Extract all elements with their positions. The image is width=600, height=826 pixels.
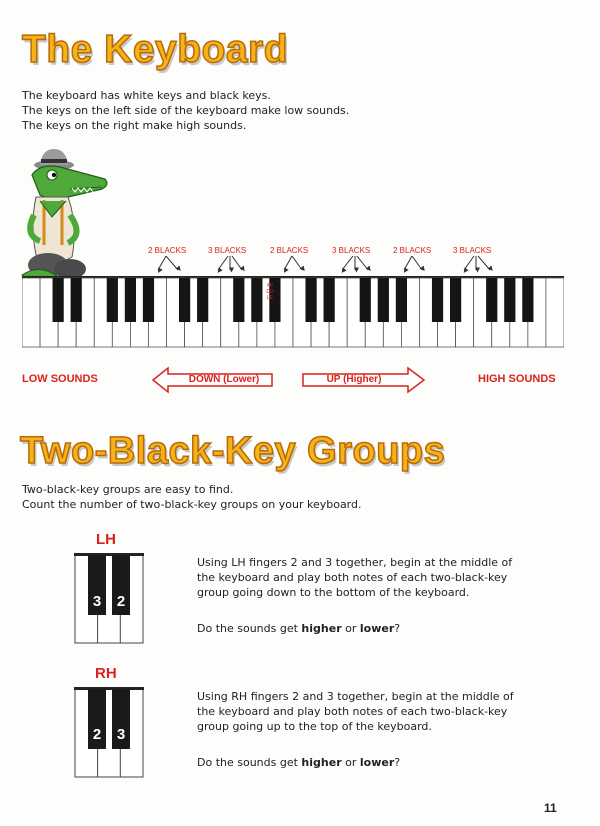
intro-line: Two-black-key groups are easy to find. (22, 483, 234, 496)
finger-number: 2 (92, 726, 102, 743)
down-label: DOWN (Lower) (188, 374, 260, 385)
group-arrows (0, 256, 600, 276)
page-number: 11 (544, 801, 557, 815)
instruction-line: the keyboard and play both notes of each two-black-key (197, 705, 508, 718)
black-key (522, 278, 533, 322)
piano-keyboard (22, 276, 564, 348)
black-key (251, 278, 262, 322)
intro-line: The keys on the left side of the keyboard make low sounds. (22, 104, 350, 117)
high-sounds-label: HIGH SOUNDS (478, 373, 556, 385)
rh-question (197, 755, 400, 770)
question-word-lower: lower (359, 622, 395, 635)
black-key (179, 278, 190, 322)
white-key (22, 278, 40, 347)
black-key (71, 278, 82, 322)
group-label: 2 BLACKS (270, 246, 309, 255)
question-word-higher: higher (301, 756, 342, 769)
lh-question (197, 621, 400, 636)
group-label: 3 BLACKS (453, 246, 492, 255)
lh-label: LH (96, 531, 116, 548)
black-key (396, 278, 407, 322)
question-word-lower: lower (359, 756, 395, 769)
question-text: ? (394, 756, 401, 769)
question-text: ? (394, 622, 401, 635)
black-key (197, 278, 208, 322)
black-key (125, 278, 136, 322)
black-key (486, 278, 497, 322)
black-key (107, 278, 118, 322)
black-key (324, 278, 335, 322)
keyboard-intro (22, 88, 349, 133)
lh-instruction (197, 555, 512, 600)
black-key (305, 278, 316, 322)
instruction-line: the keyboard and play both notes of each two-black-key (197, 571, 508, 584)
group-label: 3 BLACKS (208, 246, 247, 255)
black-key (53, 278, 64, 322)
question-word-higher: higher (301, 622, 342, 635)
finger-number: 3 (116, 726, 126, 743)
black-key (360, 278, 371, 322)
page-title: The Keyboard (22, 28, 289, 71)
instruction-line: Using LH fingers 2 and 3 together, begin at the middle of (197, 556, 513, 569)
low-sounds-label: LOW SOUNDS (22, 373, 98, 385)
question-text: or (341, 756, 360, 769)
black-key (143, 278, 154, 322)
instruction-line: group going down to the bottom of the keyboard. (197, 586, 470, 599)
question-text: Do the sounds get (197, 756, 302, 769)
up-label: UP (Higher) (326, 374, 382, 385)
question-text: or (341, 622, 360, 635)
section-title: Two-Black-Key Groups (20, 430, 446, 472)
group-label: 3 BLACKS (332, 246, 371, 255)
group-label: 2 BLACKS (393, 246, 432, 255)
lh-keys-diagram (74, 553, 144, 645)
group-label: 2 BLACKS (148, 246, 187, 255)
intro-line: The keyboard has white keys and black keys. (22, 89, 271, 102)
intro-line: The keys on the right make high sounds. (22, 119, 247, 132)
instruction-line: group going up to the top of the keyboard. (197, 720, 432, 733)
middle-c-label: MIDDLE (266, 283, 274, 301)
rh-instruction (197, 689, 514, 734)
black-key (432, 278, 443, 322)
question-text: Do the sounds get (197, 622, 302, 635)
finger-number: 2 (116, 593, 126, 610)
white-key (546, 278, 564, 347)
black-key (504, 278, 515, 322)
black-key (378, 278, 389, 322)
black-key (450, 278, 461, 322)
instruction-line: Using RH fingers 2 and 3 together, begin at the middle of (197, 690, 514, 703)
rh-label: RH (95, 665, 117, 682)
finger-number: 3 (92, 593, 102, 610)
intro-line: Count the number of two-black-key groups on your keyboard. (22, 498, 362, 511)
groups-intro (22, 482, 362, 512)
black-key (233, 278, 244, 322)
rh-keys-diagram (74, 687, 144, 779)
